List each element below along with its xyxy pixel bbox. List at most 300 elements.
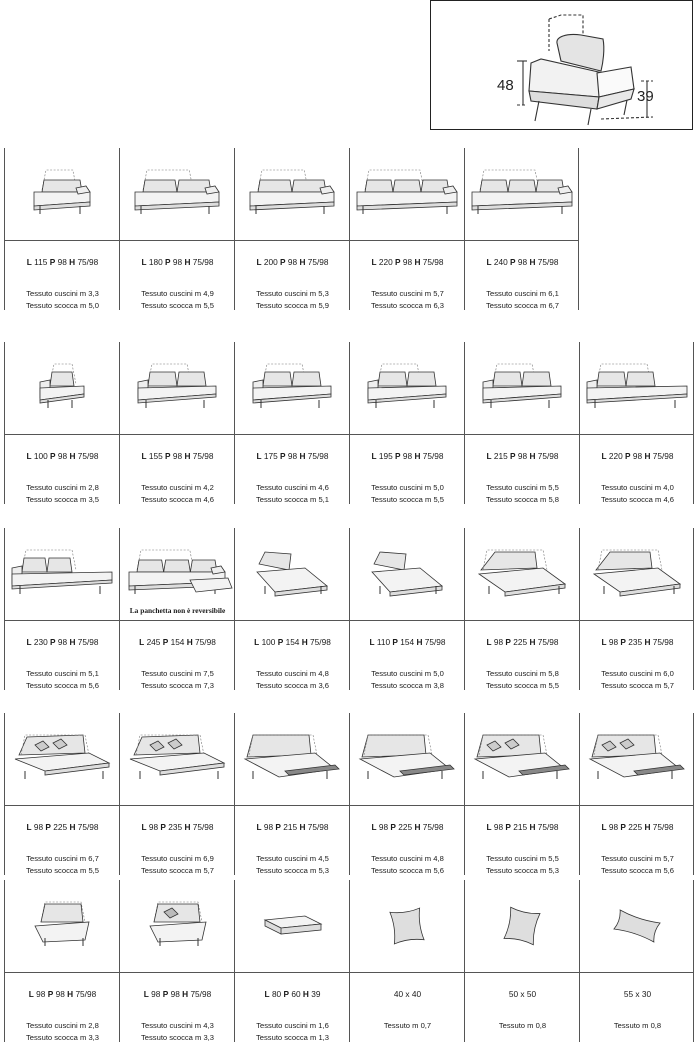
dimension-key-p: P [283, 989, 290, 999]
fabric-line: Tessuto scocca m 3,8 [370, 680, 444, 690]
product-row [4, 528, 692, 690]
dimension-key-p: P [280, 451, 286, 461]
product-illustration [350, 880, 465, 972]
dimension-value-p: 154 [285, 637, 300, 647]
product-cell-corner-225 [464, 528, 579, 690]
dimension-value-h: 75/98 [307, 451, 329, 461]
product-cell-corner-235 [579, 528, 694, 690]
dimension-key-l: L [369, 637, 375, 647]
product-dimensions [235, 257, 350, 267]
fabric-requirements [580, 1020, 695, 1032]
product-dimensions [350, 989, 465, 999]
product-illustration [350, 528, 465, 620]
fabric-line: Tessuto m 0,8 [498, 1021, 547, 1030]
fabric-requirements [465, 853, 580, 876]
product-cell-sofa-220 [349, 148, 464, 310]
fabric-line: Tessuto scocca m 5,7 [140, 865, 214, 875]
dimension-key-l: L [26, 822, 32, 832]
dimension-key-h: H [69, 822, 76, 832]
dimension-value-p: 154 [400, 637, 415, 647]
dimension-key-l: L [141, 822, 147, 832]
product-illustration [580, 342, 695, 434]
fabric-line: Tessuto cuscini m 4,9 [141, 289, 214, 298]
hero-diagram [430, 0, 693, 130]
fabric-line: Tessuto cuscini m 5,0 [371, 483, 444, 492]
fabric-requirements [120, 853, 235, 876]
dimension-key-l: L [141, 257, 147, 267]
product-cell-shelf-225 [349, 713, 464, 875]
product-illustration [465, 713, 580, 805]
fabric-line: Tessuto cuscini m 4,8 [371, 854, 444, 863]
dimension-value-l: 98 [608, 822, 619, 832]
dimension-key-p: P [510, 257, 516, 267]
fabric-requirements [120, 1020, 235, 1043]
product-dimensions [235, 637, 350, 647]
dimension-value-p: 215 [283, 822, 298, 832]
seat-dimension-label: 39 [637, 88, 654, 105]
dimension-value-h: 75/98 [192, 257, 214, 267]
product-dimensions [350, 257, 465, 267]
product-dimensions [350, 822, 465, 832]
product-cell-shelf-cush-225 [579, 713, 694, 875]
dimension-value-p: 235 [168, 822, 183, 832]
dimension-key-p: P [50, 637, 56, 647]
dimension-value-h: 75/98 [537, 451, 559, 461]
fabric-line: Tessuto scocca m 1,3 [255, 1032, 329, 1042]
dimension-value-h: 75/98 [195, 637, 216, 647]
dimension-key-h: H [182, 989, 189, 999]
dimension-value-h: 75/98 [77, 637, 99, 647]
dimension-value-l: 230 [33, 637, 48, 647]
fabric-line: Tessuto cuscini m 6,0 [601, 669, 674, 678]
product-dimensions [465, 451, 580, 461]
fabric-line: Tessuto cuscini m 5,7 [371, 289, 444, 298]
product-row [4, 342, 692, 504]
product-illustration [465, 528, 580, 620]
fabric-requirements [235, 853, 350, 876]
product-illustration [580, 713, 695, 805]
fabric-requirements [350, 853, 465, 876]
dimension-key-l: L [264, 989, 270, 999]
dimension-key-h: H [414, 451, 421, 461]
fabric-line: Tessuto scocca m 7,3 [140, 680, 214, 690]
fabric-requirements [580, 482, 695, 505]
dimension-key-l: L [601, 637, 607, 647]
dimension-key-p: P [165, 451, 171, 461]
dimension-value-l: 100 [261, 637, 276, 647]
fabric-requirements [5, 288, 120, 311]
dimension-value-l: 215 [493, 451, 508, 461]
dimension-key-l: L [371, 451, 377, 461]
dimension-value-p: 235 [628, 637, 643, 647]
product-dimensions [235, 822, 350, 832]
product-cell-cushion-50 [464, 880, 579, 1042]
product-cell-sofa-200 [234, 148, 349, 310]
dimension-value-l: 155 [148, 451, 163, 461]
product-illustration [5, 342, 120, 434]
dimension-value-h: 75/98 [424, 637, 446, 647]
dimension-value-l: 200 [263, 257, 278, 267]
dimension-key-h: H [299, 451, 306, 461]
fabric-line: Tessuto cuscini m 6,9 [141, 854, 214, 863]
product-dimensions [5, 822, 120, 832]
product-dimensions [465, 257, 580, 267]
dimension-value-h: 39 [311, 989, 321, 999]
dimension-key-p: P [45, 822, 51, 832]
fabric-line: Tessuto cuscini m 4,3 [141, 1021, 214, 1030]
dimension-key-l: L [486, 257, 492, 267]
fabric-line: Tessuto cuscini m 4,6 [256, 483, 329, 492]
fabric-line: Tessuto scocca m 3,3 [25, 1032, 99, 1042]
product-illustration [5, 528, 120, 620]
dimension-key-h: H [67, 989, 74, 999]
dimension-value-h: 75/98 [537, 822, 559, 832]
dimension-value-l: 98 [33, 822, 44, 832]
product-cell-chaise-110 [349, 528, 464, 690]
product-dimensions [580, 637, 695, 647]
product-cell-end-215 [464, 342, 579, 504]
dimension-key-p: P [47, 989, 54, 999]
dimension-key-h: H [184, 451, 191, 461]
dimension-value-l: 100 [33, 451, 48, 461]
fabric-line: Tessuto scocca m 5,8 [485, 494, 559, 504]
product-cell-corner-cush-225 [4, 713, 119, 875]
product-cell-sofa-180 [119, 148, 234, 310]
dimension-value-p: 98 [632, 451, 643, 461]
dimension-value-h: 75/98 [422, 451, 444, 461]
product-dimensions [120, 257, 235, 267]
product-illustration [580, 528, 695, 620]
dimension-value-h: 75/98 [652, 637, 674, 647]
fabric-line: Tessuto scocca m 5,3 [255, 865, 329, 875]
dimension-key-p: P [505, 637, 511, 647]
fabric-line: Tessuto scocca m 5,7 [600, 680, 674, 690]
product-dimensions [350, 451, 465, 461]
dimension-value-l: 80 [271, 989, 282, 999]
dimension-value-h: 75/98 [192, 451, 214, 461]
dimension-key-p: P [50, 451, 56, 461]
fabric-line: Tessuto cuscini m 6,1 [486, 289, 559, 298]
dimension-key-l: L [141, 451, 147, 461]
fabric-line: Tessuto cuscini m 4,2 [141, 483, 214, 492]
fabric-line: Tessuto scocca m 5,3 [485, 865, 559, 875]
dimension-value-p: 225 [398, 822, 413, 832]
product-dimensions [235, 451, 350, 461]
sofa-profile-drawing [431, 1, 694, 131]
product-row [4, 713, 692, 875]
dimension-value-p: 98 [170, 989, 180, 999]
fabric-requirements [465, 288, 580, 311]
product-row [4, 148, 692, 310]
product-dimensions [465, 989, 580, 999]
dimension-value-l: 110 [376, 637, 391, 647]
dimension-value-h: 75/98 [652, 822, 674, 832]
fabric-requirements [120, 668, 235, 691]
dimension-key-h: H [529, 822, 536, 832]
fabric-requirements [235, 482, 350, 505]
product-illustration [465, 880, 580, 972]
product-cell-cornerseat-98a [4, 880, 119, 1042]
product-cell-end-175 [234, 342, 349, 504]
fabric-requirements [465, 668, 580, 691]
product-illustration [235, 148, 350, 240]
dimension-key-l: L [601, 451, 607, 461]
product-illustration [5, 880, 120, 972]
dimension-value-p: 98 [57, 637, 68, 647]
dimension-value-h: 75/98 [190, 989, 212, 999]
dimension-key-p: P [390, 822, 396, 832]
fabric-line: Tessuto scocca m 5,9 [255, 300, 329, 310]
fabric-line: Tessuto scocca m 4,6 [600, 494, 674, 504]
product-dimensions [120, 451, 235, 461]
dimension-key-p: P [160, 822, 166, 832]
fabric-line: Tessuto scocca m 5,5 [485, 680, 559, 690]
dimension-key-h: H [69, 637, 76, 647]
dimension-value-h: 75/98 [75, 989, 97, 999]
dimension-value-l: 175 [263, 451, 278, 461]
dimension-key-p: P [280, 257, 286, 267]
product-cell-cornerseat-98b [119, 880, 234, 1042]
product-cell-cushion-40 [349, 880, 464, 1042]
dimension-key-h: H [414, 257, 421, 267]
product-note: La panchetta non è reversibile [129, 606, 226, 615]
dimension-value-l: 98 [148, 822, 159, 832]
dimension-key-l: L [28, 989, 34, 999]
product-illustration [120, 342, 235, 434]
product-illustration [235, 528, 350, 620]
fabric-requirements [120, 482, 235, 505]
fabric-line: Tessuto cuscini m 5,5 [486, 483, 559, 492]
fabric-line: Tessuto cuscini m 1,6 [256, 1021, 329, 1030]
fabric-line: Tessuto cuscini m 7,5 [141, 669, 214, 678]
dimension-key-h: H [644, 451, 651, 461]
product-cell-bench-230 [4, 528, 119, 690]
fabric-line: Tessuto scocca m 6,7 [485, 300, 559, 310]
dimension-key-h: H [299, 822, 306, 832]
product-cell-shelf-cush-215 [464, 713, 579, 875]
dimension-key-l: L [26, 257, 32, 267]
dimension-key-p: P [505, 822, 511, 832]
dimension-key-l: L [256, 451, 262, 461]
dimension-key-p: P [277, 637, 284, 647]
dimension-key-l: L [143, 989, 149, 999]
dimension-key-p: P [510, 451, 516, 461]
product-dimensions [5, 257, 120, 267]
dimension-key-l: L [601, 822, 607, 832]
height-dimension-label: 48 [497, 77, 514, 94]
fabric-line: Tessuto scocca m 6,3 [370, 300, 444, 310]
fabric-line: Tessuto cuscini m 5,0 [371, 669, 444, 678]
dimension-value-p: 215 [513, 822, 528, 832]
dimension-value-p: 154 [170, 637, 185, 647]
fabric-line: Tessuto cuscini m 2,8 [26, 1021, 99, 1030]
dimension-key-p: P [162, 989, 169, 999]
dimension-key-h: H [186, 637, 193, 647]
fabric-line: Tessuto scocca m 5,5 [370, 494, 444, 504]
dimension-key-h: H [69, 451, 76, 461]
fabric-line: Tessuto cuscini m 5,3 [256, 289, 329, 298]
dimension-key-p: P [625, 451, 631, 461]
fabric-requirements [235, 288, 350, 311]
product-dimensions [465, 822, 580, 832]
dimension-key-p: P [165, 257, 171, 267]
fabric-requirements [350, 668, 465, 691]
fabric-line: Tessuto scocca m 5,6 [25, 680, 99, 690]
dimension-value-p: 225 [53, 822, 68, 832]
product-cell-pouf-80 [234, 880, 349, 1042]
dimension-value-h: 75/98 [537, 637, 559, 647]
product-illustration [235, 713, 350, 805]
dimension-key-l: L [254, 637, 260, 647]
product-cell-end-195 [349, 342, 464, 504]
dimension-value-h: 75/98 [77, 257, 99, 267]
product-dimensions [235, 989, 350, 999]
dimension-value-l: 245 [146, 637, 161, 647]
dimension-value-p: 225 [628, 822, 643, 832]
product-illustration [350, 713, 465, 805]
product-cell-end-220 [579, 342, 694, 504]
dimension-value-l: 195 [378, 451, 393, 461]
product-illustration [120, 148, 235, 240]
fabric-line: Tessuto scocca m 5,5 [140, 300, 214, 310]
dimension-key-l: L [256, 822, 262, 832]
fabric-line: Tessuto cuscini m 4,5 [256, 854, 329, 863]
dimension-value-l: 98 [378, 822, 389, 832]
fabric-line: Tessuto scocca m 5,1 [255, 494, 329, 504]
dimension-value-l: 115 [34, 257, 48, 267]
product-illustration [465, 342, 580, 434]
product-dimensions [465, 637, 580, 647]
dimension-key-p: P [395, 451, 401, 461]
fabric-requirements [350, 288, 465, 311]
dimension-key-h: H [644, 822, 651, 832]
fabric-line: Tessuto cuscini m 3,3 [26, 289, 99, 298]
dimension-key-l: L [486, 451, 492, 461]
fabric-line: Tessuto scocca m 4,6 [140, 494, 214, 504]
fabric-requirements [235, 1020, 350, 1043]
product-dimensions [580, 822, 695, 832]
fabric-line: Tessuto cuscini m 6,7 [26, 854, 99, 863]
product-row [4, 880, 692, 1042]
dimension-key-p: P [275, 822, 281, 832]
dimension-key-p: P [162, 637, 169, 647]
dimension-value-l: 98 [36, 989, 46, 999]
product-illustration [5, 148, 120, 240]
dimension-value-p: 225 [513, 637, 528, 647]
dimension-value-h: 75/98 [307, 822, 329, 832]
dimension-value-p: 98 [287, 451, 298, 461]
fabric-line: Tessuto cuscini m 2,8 [26, 483, 99, 492]
dimension-key-p: P [620, 637, 626, 647]
fabric-requirements [580, 853, 695, 876]
dimension-key-l: L [256, 257, 262, 267]
dimension-value-h: 75/98 [192, 822, 214, 832]
fabric-line: Tessuto cuscini m 5,5 [486, 854, 559, 863]
fabric-requirements [5, 668, 120, 691]
dimension-value-p: 98 [172, 257, 183, 267]
product-illustration [350, 342, 465, 434]
dimension-key-h: H [529, 257, 536, 267]
dimension-value-l: 98 [263, 822, 274, 832]
fabric-requirements [5, 853, 120, 876]
product-illustration [235, 342, 350, 434]
dimension-key-h: H [302, 989, 309, 999]
dimension-key-p: P [395, 257, 401, 267]
product-cell-shelf-215 [234, 713, 349, 875]
fabric-line: Tessuto cuscini m 5,8 [486, 669, 559, 678]
dimension-key-h: H [414, 822, 421, 832]
product-illustration [350, 148, 465, 240]
product-cell-cushion-55 [579, 880, 694, 1042]
fabric-line: Tessuto scocca m 5,5 [25, 865, 99, 875]
fabric-requirements [235, 668, 350, 691]
dimension-value-h: 75/98 [537, 257, 559, 267]
dimension-value-h: 75/98 [310, 637, 331, 647]
dimension-value-h: 75/98 [422, 257, 444, 267]
product-cell-sofa-240 [464, 148, 579, 310]
fabric-line: Tessuto m 0,8 [613, 1021, 662, 1030]
fabric-requirements [350, 482, 465, 505]
dimension-key-h: H [529, 637, 536, 647]
dimension-key-h: H [69, 257, 76, 267]
dimension-value-h: 75/98 [652, 451, 674, 461]
dimension-value-l: 220 [608, 451, 623, 461]
fabric-line: Tessuto scocca m 3,3 [140, 1032, 214, 1042]
product-dimensions [120, 989, 235, 999]
product-illustration [120, 713, 235, 805]
fabric-requirements [580, 668, 695, 691]
dimension-value-p: 98 [517, 451, 528, 461]
dimension-key-h: H [301, 637, 308, 647]
dimension-key-h: H [184, 822, 191, 832]
product-cell-chaise-100 [234, 528, 349, 690]
product-dimensions [120, 637, 235, 647]
dimension-value-p: 98 [55, 989, 65, 999]
fabric-requirements [5, 482, 120, 505]
fabric-line: Tessuto m 0,7 [383, 1021, 432, 1030]
dimension-key-p: P [620, 822, 626, 832]
dimension-value-p: 98 [402, 257, 413, 267]
dimension-key-h: H [299, 257, 306, 267]
dimension-value-h: 75/98 [77, 822, 99, 832]
dimension-value-l: 98 [493, 822, 504, 832]
product-dimensions [5, 451, 120, 461]
dimension-key-l: L [139, 637, 145, 647]
dimension-key-l: L [486, 637, 492, 647]
dimension-value-p: 98 [402, 451, 413, 461]
fabric-line: Tessuto cuscini m 4,8 [256, 669, 329, 678]
dimension-key-h: H [416, 637, 423, 647]
fabric-line: Tessuto cuscini m 5,1 [26, 669, 99, 678]
product-dimensions [580, 989, 695, 999]
dimension-value-l: 240 [493, 257, 508, 267]
dimension-value-l: 220 [378, 257, 393, 267]
dimension-key-l: L [371, 822, 377, 832]
dimension-key-l: L [26, 637, 32, 647]
fabric-requirements [5, 1020, 120, 1043]
dimension-value-h: 75/98 [77, 451, 99, 461]
dimension-value-h: 75/98 [307, 257, 329, 267]
dimension-value-l: 98 [608, 637, 619, 647]
dimension-key-h: H [644, 637, 651, 647]
product-dimensions [5, 637, 120, 647]
fabric-requirements [350, 1020, 465, 1032]
fabric-line: Tessuto scocca m 3,5 [25, 494, 99, 504]
fabric-line: Tessuto cuscini m 5,7 [601, 854, 674, 863]
fabric-requirements [465, 482, 580, 505]
dimension-value-l: 98 [151, 989, 161, 999]
fabric-line: Tessuto cuscini m 4,0 [601, 483, 674, 492]
